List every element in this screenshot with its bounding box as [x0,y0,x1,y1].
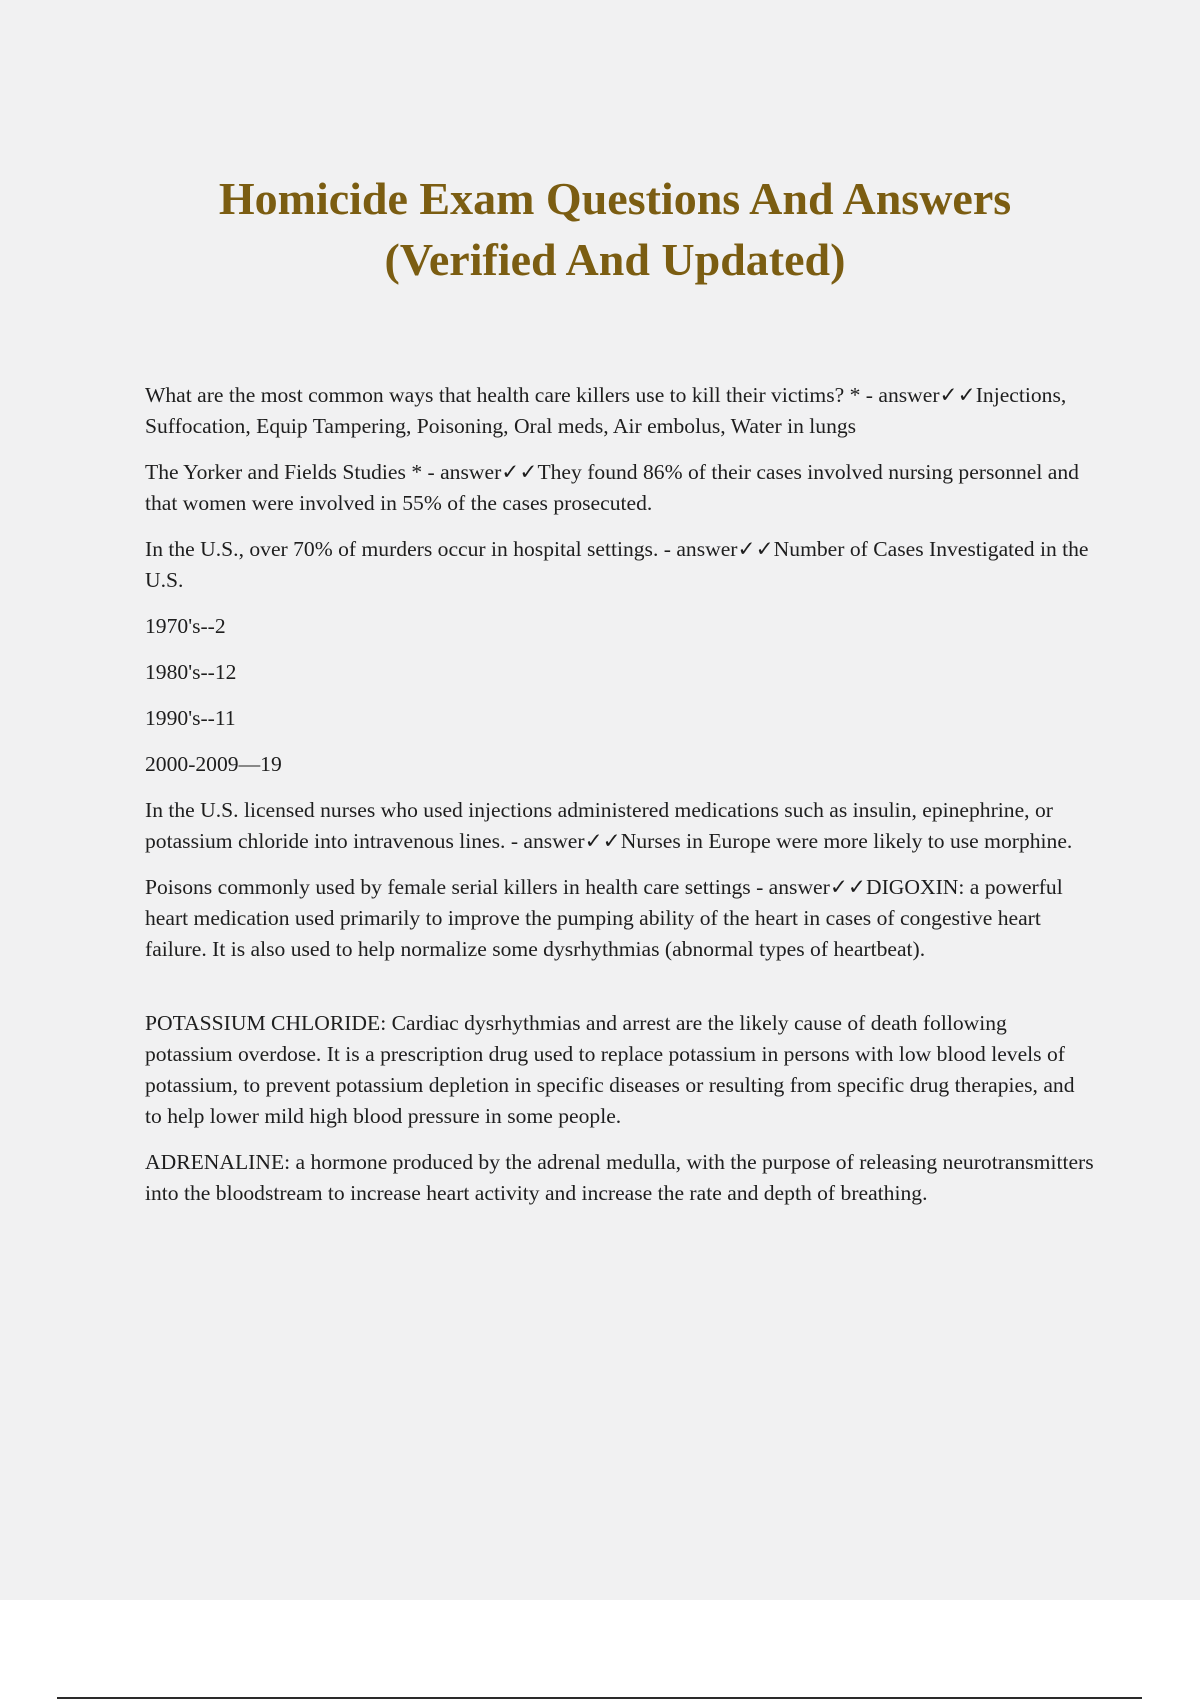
case-count-2000-2009: 2000-2009—19 [145,752,282,776]
document-title [100,168,1130,290]
case-count-1990s: 1990's--11 [145,706,236,730]
qa-paragraph-yorker-fields: The Yorker and Fields Studies * - answer✓✓They found 86% of their cases involved nursing personnel and that women were involved in 55% of the cases prosecuted. [145,460,1079,515]
footer-divider [57,1697,1142,1699]
title-line-1: Homicide Exam Questions And Answers [218,173,1012,224]
document-body [145,380,1095,1224]
qa-paragraph-care-killer-methods: What are the most common ways that health care killers use to kill their victims? * - answer✓✓Injections, Suffocation, Equip Tampering, Poisoning, Oral meds, Air embolus, Water in lungs [145,383,1067,438]
qa-paragraph-poisons-digoxin: Poisons commonly used by female serial killers in health care settings - answer✓✓DIGOXIN: a powerful heart medication used primarily to improve the pumping ability of the heart in cases of congestive heart failure. It is also used to help normalize some dysrhythmias (abnormal types of heartbeat). [145,875,1063,961]
title-line-2: (Verified And Updated) [384,234,846,285]
case-count-1980s: 1980's--12 [145,660,237,684]
paragraph-adrenaline: ADRENALINE: a hormone produced by the adrenal medulla, with the purpose of releasing neurotransmitters into the bloodstream to increase heart activity and increase the rate and depth of breathing. [145,1150,1094,1205]
case-count-1970s: 1970's--2 [145,614,226,638]
qa-paragraph-injections: In the U.S. licensed nurses who used injections administered medications such as insulin, epinephrine, or potassium chloride into intravenous lines. - answer✓✓Nurses in Europe were more likely to use morphine. [145,798,1073,853]
qa-paragraph-us-hospital-murders: In the U.S., over 70% of murders occur in hospital settings. - answer✓✓Number of Cases Investigated in the U.S. [145,537,1089,592]
paragraph-potassium-chloride: POTASSIUM CHLORIDE: Cardiac dysrhythmias and arrest are the likely cause of death following potassium overdose. It is a prescription drug used to replace potassium in persons with low blood levels of potassium, to prevent potassium depletion in specific diseases or resulting from specific drug therapies, and to help lower mild high blood pressure in some people. [145,1011,1075,1128]
